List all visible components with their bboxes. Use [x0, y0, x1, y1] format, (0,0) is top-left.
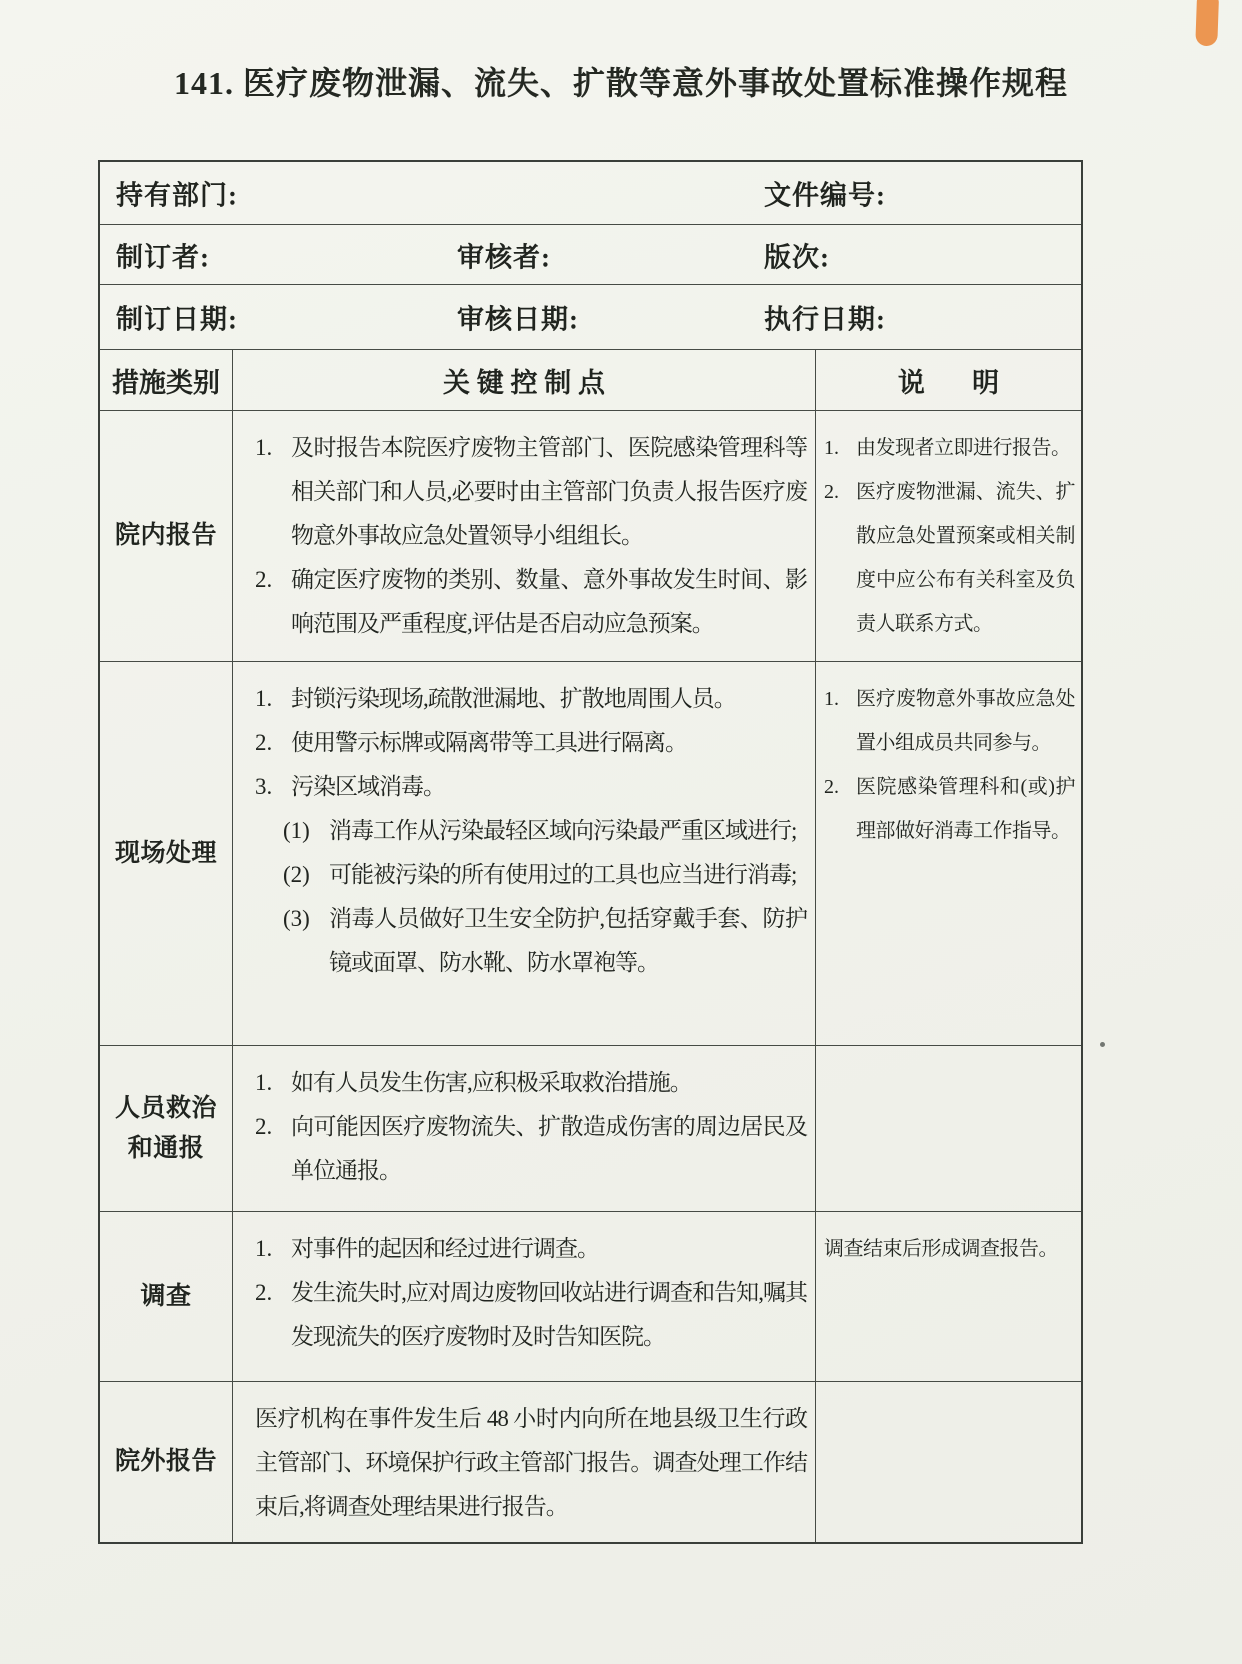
page-title: 141. 医疗废物泄漏、流失、扩散等意外事故处置标准操作规程	[173, 65, 1068, 101]
category-cell	[100, 1382, 232, 1542]
exec-date-label: 执行日期:	[764, 304, 886, 335]
list-item	[255, 426, 807, 558]
holding-dept-label: 持有部门:	[116, 180, 238, 211]
list-item	[824, 677, 1075, 765]
item-text: 确定医疗废物的类别、数量、意外事故发生时间、影响范围及严重程度,评估是否启动应急预案。	[291, 567, 807, 636]
item-number: (3)	[283, 906, 310, 931]
scan-speck	[1100, 1042, 1105, 1047]
category-label: 人员救治和通报	[114, 1094, 217, 1162]
category-label: 院内报告	[114, 522, 217, 549]
item-text: 医疗废物意外事故应急处置小组成员共同参与。	[856, 688, 1075, 754]
table-row-investigation	[100, 1212, 1081, 1382]
key-points-cell	[232, 662, 816, 1045]
review-date-label: 审核日期:	[457, 304, 579, 335]
item-number: 1.	[824, 688, 839, 710]
notes-cell	[816, 662, 1081, 1045]
key-points-cell	[232, 1382, 816, 1542]
author-label: 制订者:	[116, 242, 210, 272]
list-item	[255, 1105, 807, 1193]
item-number: (1)	[283, 818, 310, 843]
list-item	[255, 1061, 807, 1105]
item-text: 如有人员发生伤害,应积极采取救治措施。	[291, 1070, 692, 1095]
key-points-cell	[232, 1046, 816, 1211]
category-label: 调查	[140, 1282, 192, 1310]
item-text: 对事件的起因和经过进行调查。	[291, 1236, 599, 1261]
bookmark-ribbon	[1195, 0, 1219, 46]
header-notes: 说 明	[897, 367, 1000, 398]
table-row-rescue-notify	[100, 1046, 1081, 1212]
key-points-cell	[232, 411, 816, 661]
item-number: 1.	[255, 1236, 273, 1261]
meta-row-department	[100, 162, 1081, 225]
list-item	[255, 721, 807, 765]
notes-cell	[816, 1382, 1081, 1542]
list-item	[255, 677, 807, 721]
list-item	[824, 765, 1075, 853]
item-number: (2)	[283, 862, 310, 887]
version-label: 版次:	[764, 242, 830, 272]
notes-cell	[816, 1212, 1081, 1381]
item-number: 2.	[255, 730, 273, 755]
table-row-external-report	[100, 1382, 1081, 1542]
category-label: 现场处理	[114, 839, 217, 867]
item-text: 封锁污染现场,疏散泄漏地、扩散地周围人员。	[291, 686, 736, 711]
category-cell	[100, 662, 232, 1045]
list-item	[255, 558, 807, 646]
item-text: 消毒人员做好卫生安全防护,包括穿戴手套、防护镜或面罩、防水靴、防水罩袍等。	[329, 906, 807, 975]
category-label: 院外报告	[114, 1448, 217, 1475]
category-cell	[100, 1046, 232, 1211]
item-text: 向可能因医疗废物流失、扩散造成伤害的周边居民及单位通报。	[291, 1114, 807, 1183]
item-number: 2.	[255, 567, 273, 592]
notes-text: 调查结束后形成调查报告。	[824, 1238, 1058, 1260]
sub-list-item	[255, 853, 807, 897]
item-number: 2.	[824, 481, 839, 503]
item-number: 1.	[255, 435, 273, 460]
category-cell	[100, 1212, 232, 1381]
category-cell	[100, 411, 232, 661]
item-number: 1.	[824, 437, 839, 459]
item-text: 由发现者立即进行报告。	[856, 437, 1071, 459]
list-item	[824, 470, 1075, 646]
item-number: 2.	[824, 776, 839, 798]
meta-row-authors	[100, 225, 1081, 285]
sop-table	[98, 160, 1083, 1544]
item-number: 2.	[255, 1114, 273, 1139]
notes-cell	[816, 411, 1081, 661]
item-text: 消毒工作从污染最轻区域向污染最严重区域进行;	[329, 818, 797, 843]
key-points-cell	[232, 1212, 816, 1381]
item-number: 3.	[255, 774, 273, 799]
doc-number-label: 文件编号:	[764, 180, 886, 211]
item-number: 1.	[255, 686, 273, 711]
header-category: 措施类别	[112, 367, 220, 398]
item-text: 污染区域消毒。	[291, 774, 445, 799]
list-item	[824, 426, 1075, 470]
notes-cell	[816, 1046, 1081, 1211]
sub-list-item	[255, 897, 807, 985]
header-key-points: 关 键 控 制 点	[232, 350, 816, 410]
key-points-paragraph: 医疗机构在事件发生后 48 小时内向所在地县级卫生行政主管部门、环境保护行政主管部门报告。调查处理工作结束后,将调查处理结果进行报告。	[255, 1406, 807, 1519]
item-text: 使用警示标牌或隔离带等工具进行隔离。	[291, 730, 687, 755]
list-item	[255, 1271, 807, 1359]
create-date-label: 制订日期:	[116, 304, 238, 335]
item-number: 1.	[255, 1070, 273, 1095]
list-item	[255, 1227, 807, 1271]
table-row-internal-report	[100, 411, 1081, 662]
item-text: 医疗废物泄漏、流失、扩散应急处置预案或相关制度中应公布有关科室及负责人联系方式。	[856, 481, 1075, 635]
meta-row-dates	[100, 285, 1081, 350]
item-text: 医院感染管理科和(或)护理部做好消毒工作指导。	[856, 776, 1075, 842]
item-number: 2.	[255, 1280, 273, 1305]
item-text: 发生流失时,应对周边废物回收站进行调查和告知,嘱其发现流失的医疗废物时及时告知医院。	[291, 1280, 807, 1349]
list-item	[255, 765, 807, 809]
sub-list-item	[255, 809, 807, 853]
item-text: 可能被污染的所有使用过的工具也应当进行消毒;	[329, 862, 797, 887]
item-text: 及时报告本院医疗废物主管部门、医院感染管理科等相关部门和人员,必要时由主管部门负责人报告医疗废物意外事故应急处置领导小组组长。	[291, 435, 807, 548]
table-row-site-handling	[100, 662, 1081, 1046]
reviewer-label: 审核者:	[457, 242, 551, 272]
table-header-row	[100, 350, 1081, 411]
